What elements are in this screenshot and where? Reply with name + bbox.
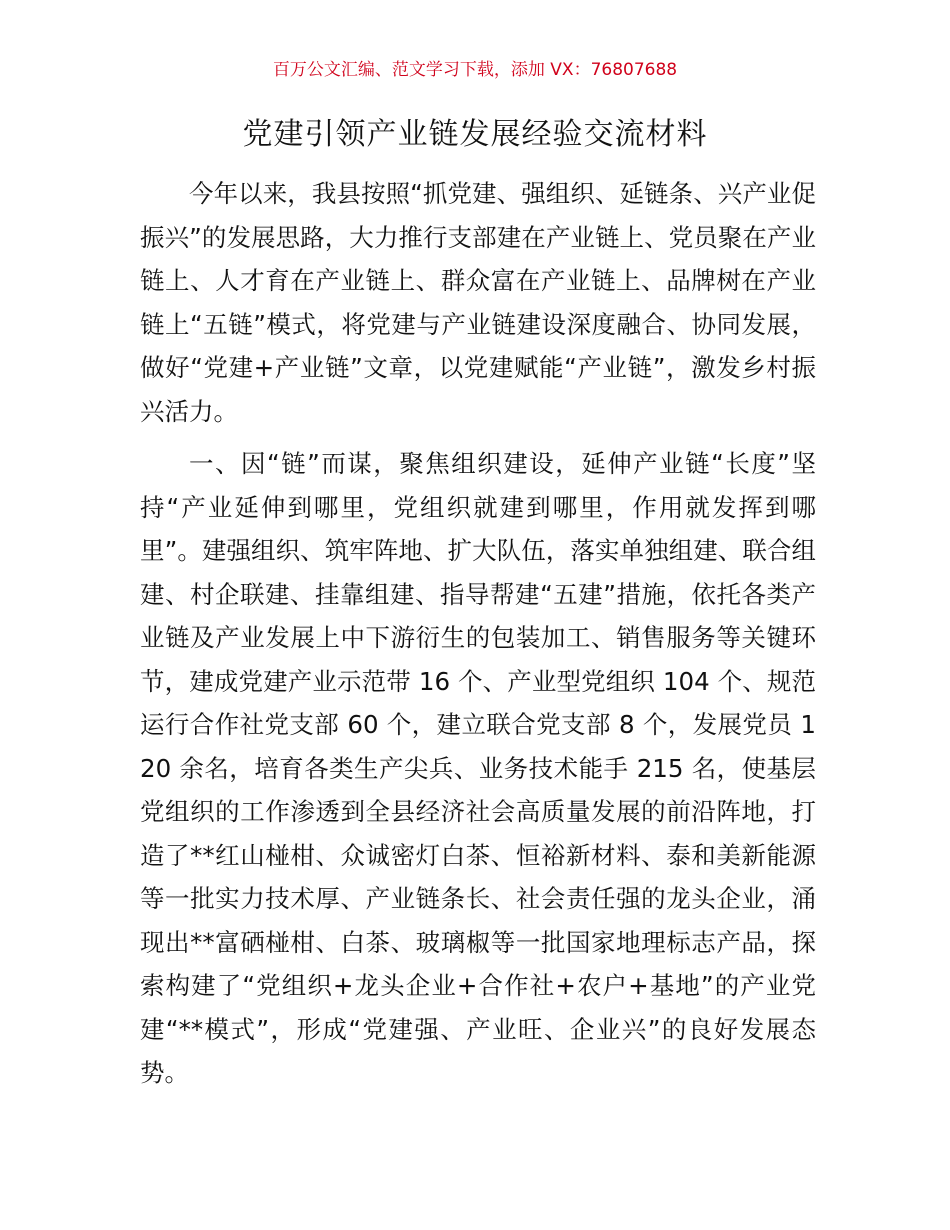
paragraph-section-one: 一、因“链”而谋，聚焦组织建设，延伸产业链“长度”坚持“产业延伸到哪里，党组织就建到哪里，作用就发挥到哪里”。建强组织、筑牢阵地、扩大队伍，落实单独组建、联合组建、村企联建、挂靠组建、指导帮建“五建”措施，依托各类产业链及产业发展上中下游衍生的包装加工、销售服务等关键环节，建成党建产业示范带 16 个、产业型党组织 104 个、规范运行合作社党支部 60 个，建立联合党支部 8 个，发展党员 120 余名，培育各类生产尖兵、业务技术能手 215 名，使基层党组织的工作渗透到全县经济社会高质量发展的前沿阵地，打造了**红山椪柑、众诚密灯白茶、恒裕新材料、泰和美新能源等一批实力技术厚、产业链条长、社会责任强的龙头企业，涌现出**富硒椪柑、白茶、玻璃椒等一批国家地理标志产品，探索构建了“党组织+龙头企业+合作社+农户+基地”的产业党建“**模式”，形成“党建强、产业旺、企业兴”的良好发展态势。 (140, 449, 816, 1087)
document-title: 党建引领产业链发展经验交流材料 (242, 117, 708, 152)
header-ad-note: 百万公文汇编、范文学习下载，添加 VX：76807688 (272, 60, 678, 80)
paragraph-intro: 今年以来，我县按照“抓党建、强组织、延链条、兴产业促振兴”的发展思路，大力推行支部建在产业链上、党员聚在产业链上、人才育在产业链上、群众富在产业链上、品牌树在产业链上“五链”模式，将党建与产业链建设深度融合、协同发展，做好“党建+产业链”文章，以党建赋能“产业链”，激发乡村振兴活力。 (140, 179, 816, 426)
